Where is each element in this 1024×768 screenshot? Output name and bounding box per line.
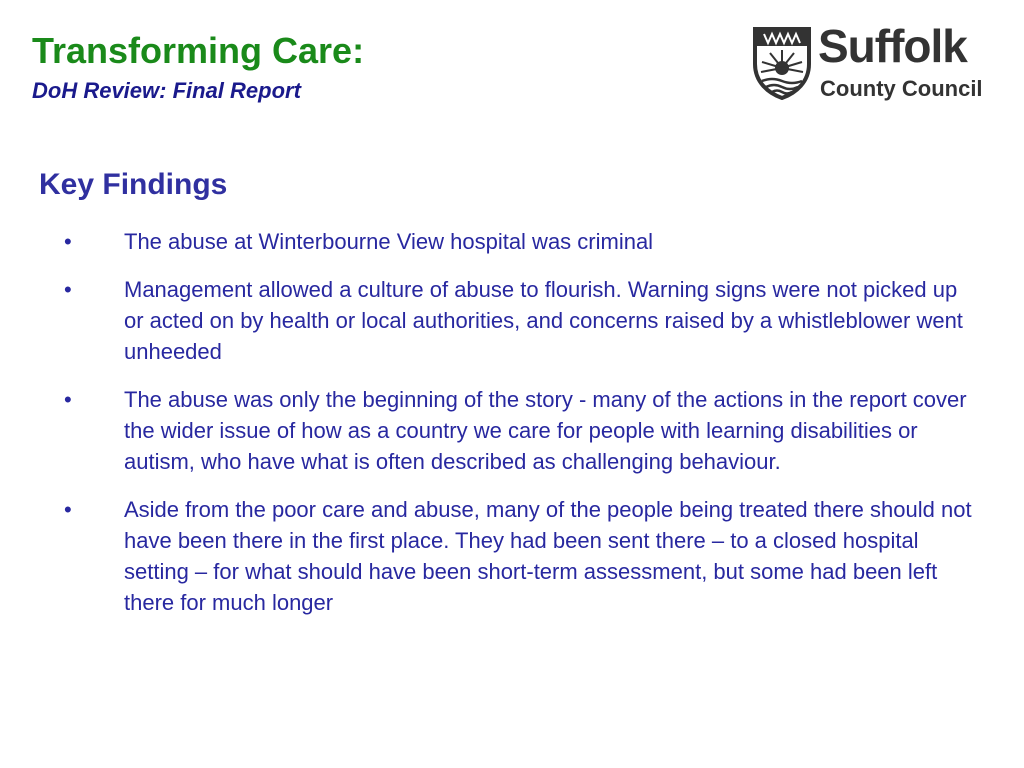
bullet: • (64, 387, 72, 412)
finding-text: The abuse at Winterbourne View hospital was criminal (124, 229, 654, 254)
suffolk-crest-icon (752, 26, 812, 100)
section-heading: Key Findings (39, 168, 228, 201)
finding-text: Management allowed a culture of abuse to flourish. Warning signs were not picked up or acted on by health or local authorities, and concerns raised by a whistleblower went unheeded (124, 277, 963, 364)
council-logo (752, 20, 1000, 104)
list-item (60, 494, 980, 618)
slide-title: Transforming Care: (32, 30, 365, 71)
list-item (60, 274, 980, 367)
logo-wordmark: Suffolk (818, 20, 967, 72)
finding-text: The abuse was only the beginning of the story - many of the actions in the report cover the wider issue of how as a country we care for people with learning disabilities or autism, who have what is often described as challenging behaviour. (124, 387, 967, 474)
logo-subtitle: County Council (820, 76, 983, 101)
bullet: • (64, 497, 72, 522)
list-item (60, 384, 980, 477)
bullet: • (64, 229, 72, 254)
slide-subtitle: DoH Review: Final Report (32, 78, 301, 103)
finding-text: Aside from the poor care and abuse, many of the people being treated there should not have been there in the first place. They had been sent there – to a closed hospital setting – for what should have been short-term assessment, but some had been left there for much longer (124, 497, 972, 615)
list-item (60, 226, 980, 257)
bullet: • (64, 277, 72, 302)
findings-list (60, 226, 980, 635)
